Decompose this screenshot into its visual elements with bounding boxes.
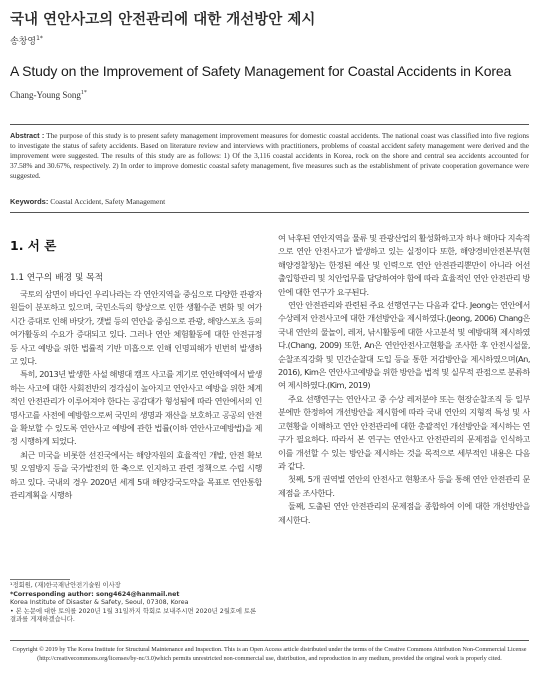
footnote-corresponding: *Corresponding author: song4624@hanmail.net <box>10 590 180 598</box>
keywords-text: Coastal Accident, Safety Management <box>50 197 166 206</box>
right-column <box>278 232 530 612</box>
copyright-notice: Copyright © 2019 by The Korea Institute for Structural Maintenance and Inspection. This is an Open Access article distributed under the terms of the Creative Commons Attribution Non-Commercial License (http://creativecommons.org/licenses/by-nc/3.0)which permits unrestricted non-commercial use, distribution, and reproduction in any medium, provided the original work is properly cited. <box>12 646 527 662</box>
section-heading: 1. 서 론 <box>10 238 57 253</box>
english-title: A Study on the Improvement of Safety Management for Coastal Accidents in Korea <box>10 63 512 79</box>
left-column <box>10 288 262 578</box>
paragraph: 둘째, 도출된 연안 안전관리의 문제점을 종합하여 이에 대한 개선방안을 제시한다. <box>278 501 530 525</box>
keywords <box>10 197 165 206</box>
paragraph: 국토의 삼면이 바다인 우리나라는 각 연안지역을 중심으로 다양한 관광자원들이 분포하고 있으며, 국민소득의 향상으로 인한 생활수준 변화 및 여가시간 증대로 인해 바닷가, 갯벌 등의 연안을 중심으로 관광, 해양스포츠 등의 여가활동의 수요가 증대되고 있다. 그러나 연안 체험활동에 대한 안전규정 등 사고 예방을 위한 법률적 기반 미흡으로 인해 인명피해가 빈번히 발생하고 있다. <box>10 289 262 367</box>
english-author-name: Chang-Young Song <box>10 90 81 100</box>
paragraph: 특히, 2013년 발생한 사설 해병대 캠프 사고를 계기로 연안해역에서 발생하는 사고에 대한 사회전반의 경각심이 높아지고 연안사고 예방을 위한 체계적인 안전관리가 이루어져야 한다는 공감대가 형성됨에 따라 연안에서의 인명사고를 사전에 예방함으로써 국민의 생명과 재산을 보호하고 공공의 안전을 확보할 수 있도록 연안사고 예방에 관한 법률(이하 연안사고예방법)을 제정 시행하게 되었다. <box>10 369 262 447</box>
abstract-bottom-rule <box>10 212 529 213</box>
korean-author-name: 송창영 <box>10 37 37 47</box>
paragraph: 연안 안전관리와 관련된 주요 선행연구는 다음과 같다. Jeong는 연안에서 수상레저 안전사고에 대한 개선방안을 제시하였다.(Jeong, 2006) Chang은 국내 연안의 물놀이, 레저, 낚시활동에 대한 사고분석 및 예방대책 제시하였다.(Chang, 2009) 또한, An은 연안안전사고현황을 조사한 후 안전시설물, 순찰조직강화 및 민간순찰대 도입 등을 통한 저감방안을 제시하였으며(An, 2016), Kim은 연안사고예방을 위한 방안을 법적 및 실무적 관점으로 분류하여 제시하였다.(Kim, 2019) <box>278 300 530 391</box>
footnote: ¹정회원, (재)한국재난안전기술원 이사장 <box>10 582 121 589</box>
copyright-rule <box>10 640 529 641</box>
paragraph: 여 낙후된 연안지역을 물류 및 관광산업의 활성화하고자 하나 해마다 지속적으로 연안 안전사고가 발생하고 있는 실정이다 또한, 해양경비안전본부(현 해양경찰청)는 한정된 예산 및 인력으로 연안 안전관리뿐만이 아니라 어선 출입항관리 및 치안업무를 담당하여야 함에 따라 효율적인 연안 안전관리 방안에 대한 연구가 요구된다. <box>278 233 530 297</box>
abstract-label: Abstract : <box>10 131 45 140</box>
subsection-heading: 1.1 연구의 배경 및 목적 <box>10 273 104 283</box>
korean-author <box>10 34 43 47</box>
paragraph: 주요 선행연구는 연안사고 중 수상 레저분야 또는 현장순찰조직 등 일부분에만 한정하여 개선방안을 제시함에 따라 국내 연안의 지형적 특성 및 사고현황을 이해하고 연안 안전관리에 대한 총괄적인 개선방안을 제시하는 연구가 필요하다. 따라서 본 연구는 연안사고 안전관리의 문제점을 인식하고 이를 개선할 수 있는 방안을 제시하는 것을 목적으로 세부적인 내용은 다음과 같다. <box>278 393 530 471</box>
korean-author-mark: 1* <box>36 35 43 42</box>
footnote: • 본 논문에 대한 토의를 2020년 1월 31일까지 학회로 보내주시면 2020년 2월호에 토론결과를 게재하겠습니다. <box>10 607 257 624</box>
abstract-text: The purpose of this study is to present safety management improvement measures for domestic coastal accidents. The national coast was classified into five regions to investigate the status of safety accidents. Based on literature review and interviews with practitioners, problems of coastal accident safety management were derived and the improvement were suggested. The results of this study are as follows: 1) Of the 3,116 coastal accidents in Korea, rock on the shore and central sea accidents accounted for 37.58% and 30.67%, respectively. 2) In order to improve domestic coastal safety management, five measures such as the establishment of private cooperation governance were suggested. <box>10 131 529 181</box>
keywords-label: Keywords: <box>10 197 49 206</box>
footnote: Korea Institute of Disaster & Safety, Seoul, 07308, Korea <box>10 599 189 607</box>
footnotes <box>10 582 262 625</box>
paragraph: 첫째, 5개 권역별 연안의 안전사고 현황조사 등을 통해 연안 안전관리 문제점을 조사한다. <box>278 474 530 498</box>
korean-title: 국내 연안사고의 안전관리에 대한 개선방안 제시 <box>10 12 316 28</box>
footnote-rule <box>10 579 70 580</box>
english-author <box>10 90 87 100</box>
abstract-top-rule <box>10 124 529 125</box>
english-author-mark: 1* <box>80 90 87 96</box>
abstract <box>10 131 529 181</box>
paragraph: 최근 미국을 비롯한 선진국에서는 해양자원의 효율적인 개발, 안전 확보 및 오염방지 등을 국가발전의 한 축으로 인지하고 관련 정책으로 수립 시행하고 있다. 국내의 경우 2020년 세계 5대 해양강국도약을 목표로 연안통합관리계획을 시행하 <box>10 449 262 501</box>
